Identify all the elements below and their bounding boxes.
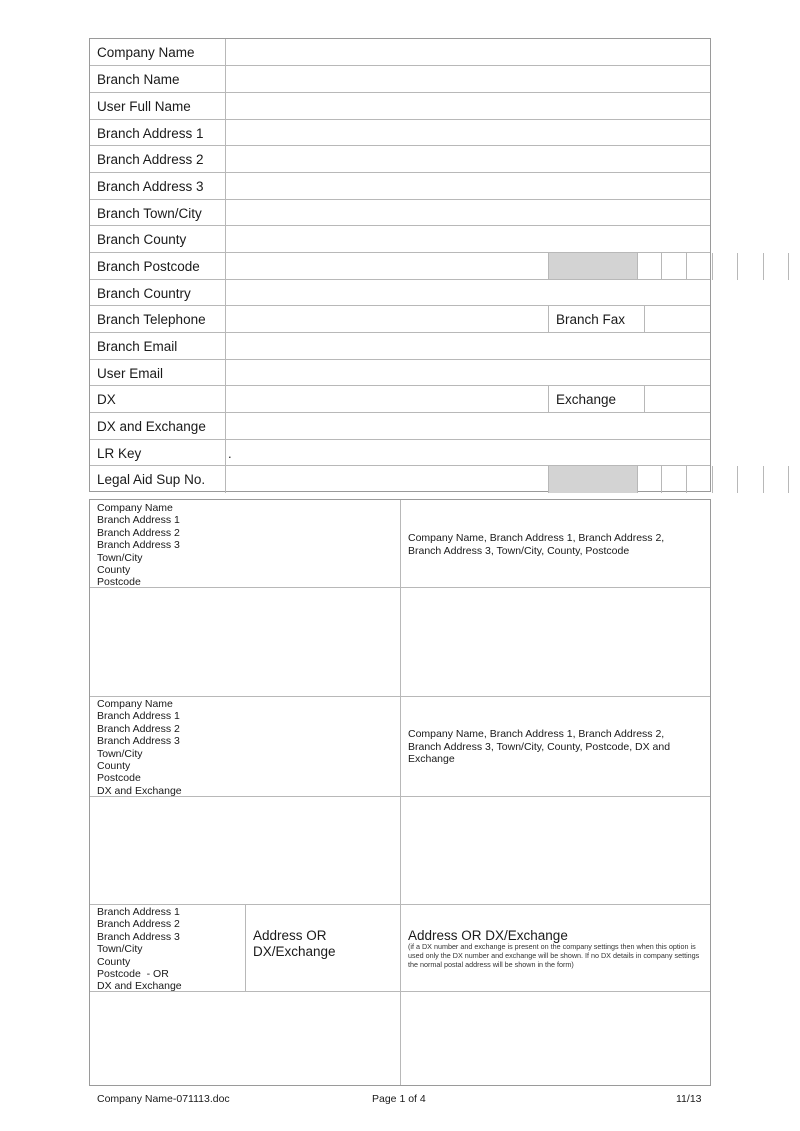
field-company-name[interactable] <box>218 39 710 66</box>
postcode-box[interactable] <box>737 253 764 280</box>
field-lr-key[interactable]: . <box>228 446 232 461</box>
legal-aid-box[interactable] <box>788 466 800 493</box>
label-exchange: Exchange <box>548 386 645 413</box>
legal-aid-shaded-cell <box>548 466 638 493</box>
field-branch-name[interactable] <box>218 66 710 93</box>
label-branch-postcode: Branch Postcode <box>90 253 226 280</box>
footer-date: 11/13 <box>676 1093 702 1105</box>
label-lr-key: LR Key <box>90 440 226 467</box>
field-branch-county[interactable] <box>218 226 710 253</box>
postcode-box[interactable] <box>686 253 713 280</box>
footer-page-number: Page 1 of 4 <box>372 1093 426 1105</box>
form-row-branch-email <box>90 332 710 360</box>
legal-aid-box[interactable] <box>636 466 662 493</box>
form-row-branch-country <box>90 279 710 307</box>
label-branch-county: Branch County <box>90 226 226 253</box>
block2-field-list: Company Name Branch Address 1 Branch Address 2 Branch Address 3 Town/City County Postcode DX and Exchange <box>97 698 182 797</box>
field-branch-address-2[interactable] <box>218 146 710 173</box>
field-dx[interactable] <box>218 386 710 413</box>
block1-field-list: Company Name Branch Address 1 Branch Address 2 Branch Address 3 Town/City County Postcode <box>97 502 180 589</box>
field-branch-postcode[interactable] <box>218 253 710 280</box>
grid-divider <box>90 904 710 905</box>
form-row-branch-address-2 <box>90 145 710 173</box>
legal-aid-box[interactable] <box>712 466 738 493</box>
field-branch-town-city[interactable] <box>218 200 710 227</box>
label-user-full-name: User Full Name <box>90 93 226 120</box>
form-row-branch-county <box>90 225 710 253</box>
block3-note: (if a DX number and exchange is present on the company settings then when this option is used only the DX number and exchange will be shown. If no DX details in company settings the normal postal address will be shown in the form) <box>408 942 700 969</box>
label-branch-email: Branch Email <box>90 333 226 360</box>
form-row-dx-and-exchange <box>90 412 710 440</box>
form-row-dx <box>90 385 710 413</box>
field-legal-aid-sup-no[interactable] <box>218 466 710 493</box>
label-branch-telephone: Branch Telephone <box>90 306 226 333</box>
legal-aid-box[interactable] <box>661 466 687 493</box>
label-user-email: User Email <box>90 360 226 387</box>
field-user-full-name[interactable] <box>218 93 710 120</box>
form-row-branch-address-3 <box>90 172 710 200</box>
label-branch-fax: Branch Fax <box>548 306 645 333</box>
block3-title: Address OR DX/Exchange <box>408 928 568 943</box>
form-row-legal-aid-sup-no <box>90 465 710 493</box>
grid-divider <box>90 696 710 697</box>
form-row-branch-name <box>90 65 710 93</box>
block3-field-list: Branch Address 1 Branch Address 2 Branch Address 3 Town/City County Postcode - OR DX and Exchange <box>97 906 182 993</box>
grid-divider <box>90 991 710 992</box>
footer-filename: Company Name-071113.doc <box>97 1093 230 1105</box>
block2-description: Company Name, Branch Address 1, Branch Address 2, Branch Address 3, Town/City, County, Postcode, DX and Exchange <box>408 728 671 766</box>
form-row-user-full-name <box>90 92 710 120</box>
form-row-branch-address-1 <box>90 119 710 147</box>
form-row-lr-key <box>90 439 710 467</box>
label-branch-address-2: Branch Address 2 <box>90 146 226 173</box>
field-branch-country[interactable] <box>218 280 710 307</box>
label-branch-country: Branch Country <box>90 280 226 307</box>
postcode-box[interactable] <box>788 253 800 280</box>
grid-divider <box>90 796 710 797</box>
field-user-email[interactable] <box>218 360 710 387</box>
grid-divider <box>90 587 710 588</box>
legal-aid-box[interactable] <box>737 466 764 493</box>
label-dx: DX <box>90 386 226 413</box>
postcode-box[interactable] <box>661 253 687 280</box>
label-dx-and-exchange: DX and Exchange <box>90 413 226 440</box>
details-form <box>89 38 711 492</box>
field-branch-email[interactable] <box>218 333 710 360</box>
postcode-box[interactable] <box>636 253 662 280</box>
form-row-branch-telephone <box>90 305 710 333</box>
field-branch-telephone[interactable] <box>218 306 710 333</box>
block3-inner-divider <box>245 904 246 991</box>
field-dx-and-exchange[interactable] <box>218 413 710 440</box>
label-branch-address-1: Branch Address 1 <box>90 120 226 147</box>
label-branch-town-city: Branch Town/City <box>90 200 226 227</box>
legal-aid-box[interactable] <box>763 466 789 493</box>
label-company-name: Company Name <box>90 39 226 66</box>
legal-aid-box[interactable] <box>686 466 713 493</box>
address-format-grid <box>89 499 711 1086</box>
field-branch-address-1[interactable] <box>218 120 710 147</box>
label-branch-address-3: Branch Address 3 <box>90 173 226 200</box>
form-row-user-email <box>90 359 710 387</box>
postcode-shaded-cell <box>548 253 638 280</box>
form-row-company-name <box>90 39 710 66</box>
postcode-box[interactable] <box>712 253 738 280</box>
postcode-box[interactable] <box>763 253 789 280</box>
field-branch-address-3[interactable] <box>218 173 710 200</box>
label-legal-aid-sup-no: Legal Aid Sup No. <box>90 466 226 493</box>
form-row-branch-town-city <box>90 199 710 227</box>
label-branch-name: Branch Name <box>90 66 226 93</box>
block1-description: Company Name, Branch Address 1, Branch Address 2, Branch Address 3, Town/City, County, Postcode <box>408 532 665 557</box>
form-row-branch-postcode <box>90 252 710 280</box>
block3-middle-label: Address OR DX/Exchange <box>253 928 336 959</box>
